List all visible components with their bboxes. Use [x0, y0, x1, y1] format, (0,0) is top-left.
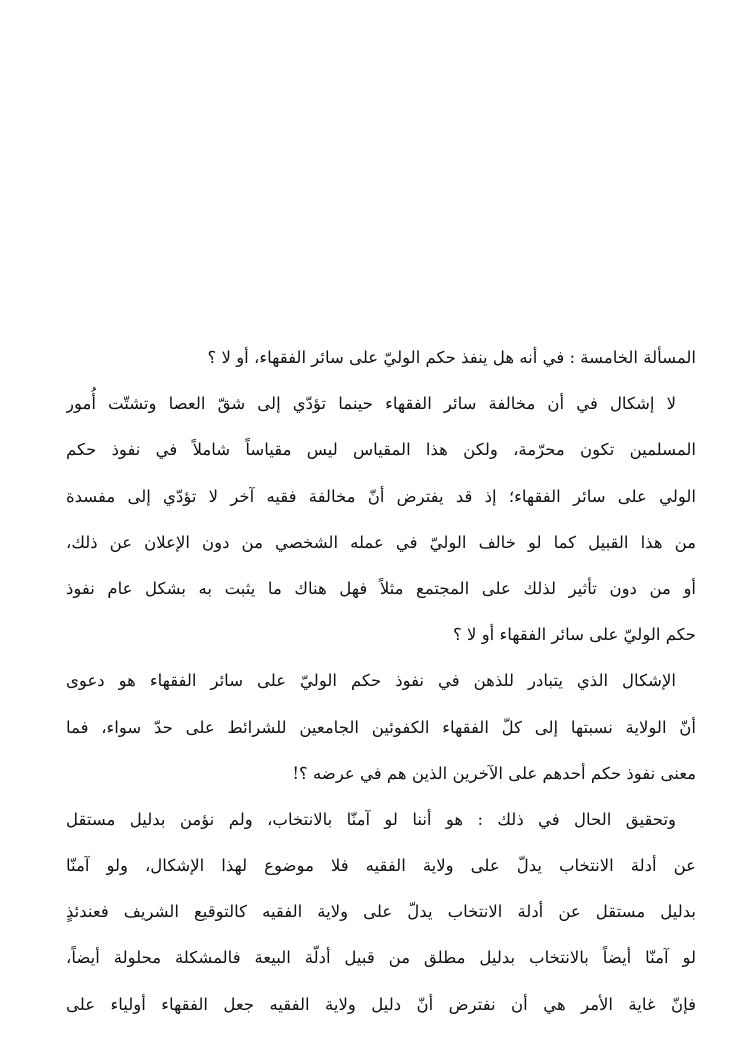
- paragraph-line: لا إشكال في أن مخالفة سائر الفقهاء حينما تؤدّي إلى شقّ العصا وتشتّت أُمور: [66, 394, 676, 414]
- paragraph-line: حكم الوليّ على سائر الفقهاء أو لا ؟: [453, 625, 696, 645]
- paragraph-line: وتحقيق الحال في ذلك : هو أننا لو آمنّا بالانتخاب، ولم نؤمن بدليل مستقل: [66, 809, 676, 829]
- paragraph-line: المسلمين تكون محرّمة، ولكن هذا المقياس ليس مقياساً شاملاً في نفوذ حكم: [66, 440, 696, 460]
- paragraph-line: الإشكال الذي يتبادر للذهن في نفوذ حكم الوليّ على سائر الفقهاء هو دعوى: [66, 671, 676, 691]
- paragraph-line: عن أدلة الانتخاب يدلّ على ولاية الفقيه فلا موضوع لهذا الإشكال، ولو آمنّا: [66, 856, 696, 876]
- paragraph-line: أو من دون تأثير لذلك على المجتمع مثلاً فهل هناك ما يثبت به بشكل عام نفوذ: [66, 578, 696, 598]
- paragraph-line: لو آمنّا أيضاً بالانتخاب بدليل مطلق من قبيل أدلّة البيعة فالمشكلة محلولة أيضاً،: [66, 948, 696, 968]
- body-text: [66, 335, 696, 1028]
- paragraph-line: بدليل مستقل عن أدلة الانتخاب يدلّ على ولاية الفقيه كالتوقيع الشريف فعندئذٍ: [66, 902, 696, 922]
- issue-heading-line: المسألة الخامسة : في أنه هل ينفذ حكم الوليّ على سائر الفقهاء، أو لا ؟: [207, 348, 696, 367]
- paragraph-line: معنى نفوذ حكم أحدهم على الآخرين الذين هم في عرضه ؟!: [292, 763, 696, 783]
- paragraph-line: من هذا القبيل كما لو خالف الوليّ في عمله الشخصي من دون الإعلان عن ذلك،: [66, 532, 696, 552]
- paragraph-line: فإنّ غاية الأمر هي أن نفترض أنّ دليل ولاية الفقيه جعل الفقهاء أولياء على: [66, 994, 696, 1014]
- paragraph-line: أنّ الولاية نسبتها إلى كلّ الفقهاء الكفوئين الجامعين للشرائط على حدّ سواء، فما: [66, 717, 696, 737]
- paragraph-line: الولي على سائر الفقهاء؛ إذ قد يفترض أنّ مخالفة فقيه آخر لا تؤدّي إلى مفسدة: [66, 486, 696, 506]
